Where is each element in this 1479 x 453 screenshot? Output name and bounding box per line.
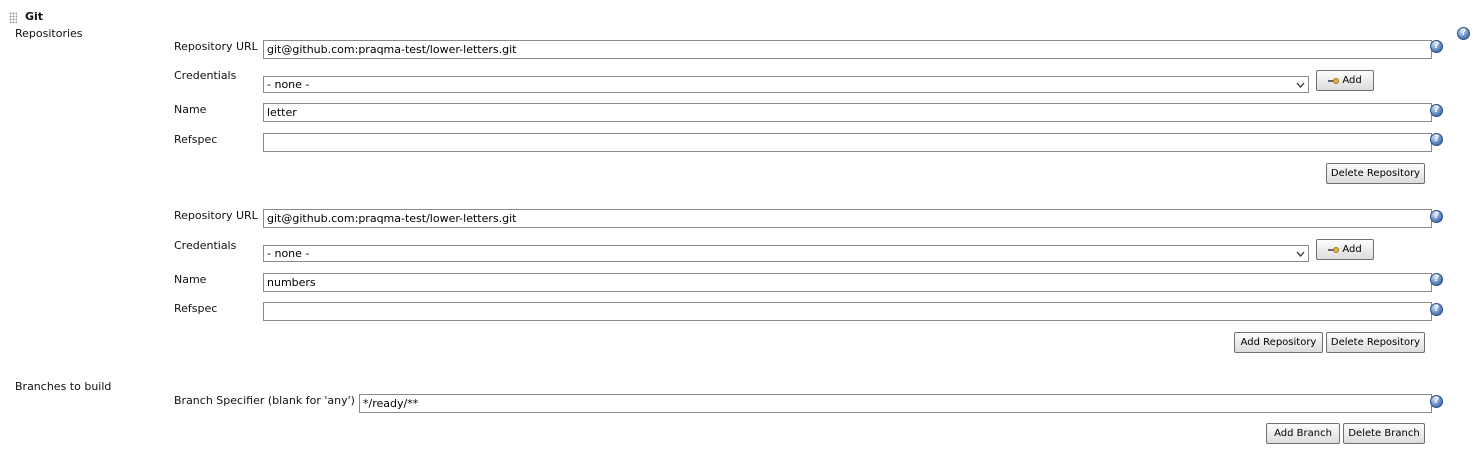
credentials-select-value: - none - [267, 78, 310, 91]
key-icon [1328, 246, 1340, 254]
name-help-icon[interactable]: ? [1430, 104, 1443, 117]
repository-url-label: Repository URL [174, 209, 258, 222]
credentials-select-value: - none - [267, 247, 310, 260]
repository-url-input[interactable]: git@github.com:praqma-test/lower-letters.git [263, 40, 1432, 59]
credentials-label: Credentials [174, 69, 237, 82]
drag-handle-icon[interactable] [9, 12, 17, 23]
add-credentials-label: Add [1342, 75, 1362, 86]
repository-url-help-icon[interactable]: ? [1430, 40, 1443, 53]
repository-url-help-icon[interactable]: ? [1430, 210, 1443, 223]
refspec-input[interactable] [263, 133, 1432, 152]
key-icon [1328, 77, 1340, 85]
branch-specifier-label: Branch Specifier (blank for 'any') [174, 394, 355, 407]
repository-url-input[interactable]: git@github.com:praqma-test/lower-letters.git [263, 209, 1432, 228]
credentials-select[interactable] [263, 245, 1309, 262]
name-help-icon[interactable]: ? [1430, 273, 1443, 286]
name-label: Name [174, 103, 207, 116]
chevron-down-icon [1292, 77, 1308, 92]
refspec-label: Refspec [174, 133, 218, 146]
add-credentials-button[interactable] [1316, 70, 1374, 91]
credentials-label: Credentials [174, 239, 237, 252]
add-credentials-button[interactable] [1316, 239, 1374, 260]
add-branch-button[interactable]: Add Branch [1266, 423, 1340, 444]
name-input[interactable]: numbers [263, 273, 1432, 292]
refspec-help-icon[interactable]: ? [1430, 303, 1443, 316]
chevron-down-icon [1292, 246, 1308, 261]
refspec-label: Refspec [174, 302, 218, 315]
delete-repository-button[interactable]: Delete Repository [1326, 163, 1425, 184]
repositories-label: Repositories [15, 27, 83, 40]
name-input[interactable]: letter [263, 103, 1432, 122]
repository-url-label: Repository URL [174, 40, 258, 53]
branches-label: Branches to build [15, 380, 112, 393]
name-label: Name [174, 273, 207, 286]
branch-specifier-help-icon[interactable]: ? [1430, 395, 1443, 408]
refspec-help-icon[interactable]: ? [1430, 133, 1443, 146]
delete-branch-button[interactable]: Delete Branch [1343, 423, 1425, 444]
help-icon[interactable]: ? [1457, 27, 1470, 40]
section-title: Git [25, 10, 44, 23]
add-credentials-label: Add [1342, 244, 1362, 255]
refspec-input[interactable] [263, 302, 1432, 321]
add-repository-button[interactable]: Add Repository [1234, 332, 1323, 353]
branch-specifier-input[interactable]: */ready/** [359, 394, 1432, 413]
credentials-select[interactable] [263, 76, 1309, 93]
delete-repository-button[interactable]: Delete Repository [1326, 332, 1425, 353]
